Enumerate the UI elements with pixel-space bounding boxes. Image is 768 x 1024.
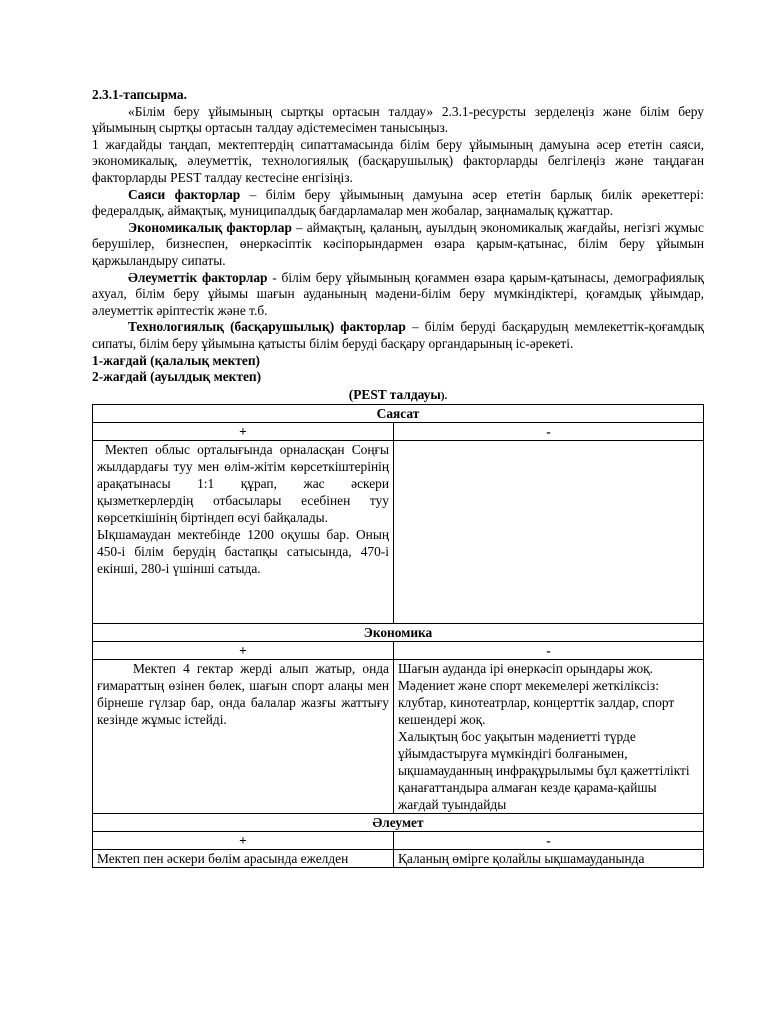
factor-political: Саяси факторлар – білім беру ұйымының дамуына әсер ететін барлық билік әрекеттері: федералдық, аймақтық, муниципалдық бағдарламалар мен жобалар, заңнамалық құжаттар. <box>92 186 704 219</box>
minus-header: - <box>394 642 704 660</box>
case-1-label: 1-жағдай (қалалық мектеп) <box>92 352 260 368</box>
plus-header: + <box>93 642 394 660</box>
plus-header: + <box>93 832 394 850</box>
factor-economic: Экономикалық факторлар – аймақтың, қаланың, ауылдың экономикалық жағдайы, негізгі жұмыс берушілер, бизнеспен, өнеркәсіптік кәсіпорындармен өзара қарым-қатынас, білім беру ұйымын қаржыландыру сипаты. <box>92 219 704 268</box>
section-politics-header: Саясат <box>93 405 704 423</box>
economy-minus-cell: Шағын ауданда ірі өнеркәсіп орындары жоқ. Мәдениет және спорт мекемелері жеткіліксіз: клубтар, кинотеатрлар, концерттік залдар, спорт кешендері жоқ. Халықтың бос уақытын мәдениетті түрде ұйымдастыруға мүмкіндігі болғанымен, ықшамауданның инфрақұрылымы бұл қажеттілікті қанағаттандыра алмаған кезде қарама-қайшы жағдай туындайды <box>394 660 704 814</box>
document-page <box>92 87 704 868</box>
case-2-label: 2-жағдай (ауылдық мектеп) <box>92 369 262 385</box>
factor-social: Әлеуметтік факторлар - білім беру ұйымының қоғаммен өзара қарым-қатынасы, демографиялық ахуал, білім беру ұйымы шағын ауданының мәдени-білім беру мүмкіндіктері, қоғамдық ұйымдар, әлеуметтік әріптестік және т.б. <box>92 269 705 318</box>
politics-plus-cell: Мектеп облыс орталығында орналасқан Соңғы жылдардағы туу мен өлім-жітім көрсеткіштерінің арақатынасы 1:1 құрап, жас әскери қызметкерлердің отбасылары есебінен туу көрсеткішінің біртіндеп өсуі байқалады. Ықшамаудан мектебінде 1200 оқушы бар. Оның 450-і білім берудің бастапқы сатысында, 470-і екінші, 280-і үшінші сатыда. <box>93 441 394 624</box>
social-plus-cell: Мектеп пен әскери бөлім арасында ежелден <box>93 850 394 868</box>
minus-header: - <box>394 423 704 441</box>
social-minus-cell: Қаланың өмірге қолайлы ықшамауданында <box>394 850 704 868</box>
paragraph-instructions: 1 жағдайды таңдап, мектептердің сипаттамасында білім беру ұйымының дамуына әсер ететін саяси, экономикалық, әлеуметтік, технологиялық (басқарушылық) факторларды белгілеңіз және таңдаған факторларды PEST талдау кестесіне енгізіңіз. <box>92 136 704 185</box>
economy-plus-cell: Мектеп 4 гектар жерді алып жатыр, онда ғимараттың өзінен бөлек, шағын спорт алаңы мен бірнеше гүлзар бар, онда балалар жазғы жаттығу кезінде жұмыс істейді. <box>93 660 394 814</box>
table-title: (PEST талдауы). <box>348 386 448 402</box>
section-social-header: Әлеумет <box>93 814 704 832</box>
factor-technological: Технологиялық (басқарушылық) факторлар – білім беруді басқарудың мемлекеттік-қоғамдық сипаты, білім беру ұйымына қатысты білім беруді басқару органдарының іс-әрекеті. <box>92 319 704 351</box>
paragraph-intro: «Білім беру ұйымының сыртқы ортасын талдау» 2.3.1-ресурсты зерделеңіз және білім беру ұйымының сыртқы ортасын талдау әдістемесімен танысыңыз. <box>92 103 704 136</box>
task-title: 2.3.1-тапсырма. <box>92 87 187 102</box>
section-economy-header: Экономика <box>93 624 704 642</box>
pest-table <box>92 404 704 868</box>
politics-minus-cell <box>394 441 704 624</box>
minus-header: - <box>394 832 704 850</box>
plus-header: + <box>93 423 394 441</box>
